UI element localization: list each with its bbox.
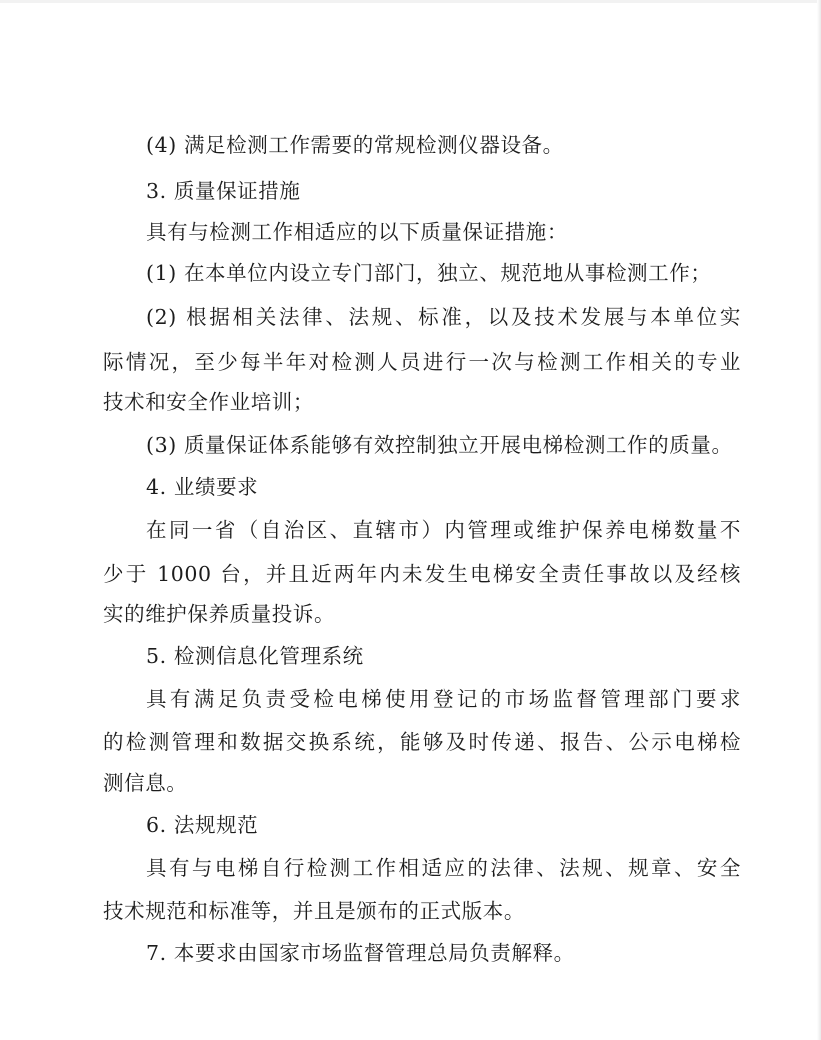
paragraph-info-system-line3: 测信息。: [103, 771, 188, 795]
section-heading-info-system: 5. 检测信息化管理系统: [146, 644, 364, 668]
paragraph-performance-line3: 实的维护保养质量投诉。: [103, 602, 336, 626]
paragraph-quality-intro: 具有与检测工作相适应的以下质量保证措施：: [146, 220, 568, 244]
list-item-3-quality-system: (3) 质量保证体系能够有效控制独立开展电梯检测工作的质量。: [146, 433, 733, 457]
paragraph-regulations-line2: 技术规范和标准等，并且是颁布的正式版本。: [103, 899, 525, 923]
page-right-edge: [817, 0, 821, 1040]
list-item-1-department: (1) 在本单位内设立专门部门，独立、规范地从事检测工作；: [146, 261, 712, 285]
section-heading-performance: 4. 业绩要求: [146, 475, 259, 499]
page-top-edge: [0, 0, 821, 3]
list-item-2-training-line3: 技术和安全作业培训；: [103, 390, 314, 414]
list-item-2-training-line1: (2) 根据相关法律、法规、标准，以及技术发展与本单位实: [146, 305, 741, 329]
paragraph-info-system-line1: 具有满足负责受检电梯使用登记的市场监督管理部门要求: [146, 687, 741, 711]
list-item-2-training-line2: 际情况，至少每半年对检测人员进行一次与检测工作相关的专业: [103, 350, 741, 374]
paragraph-performance-line2: 少于 1000 台，并且近两年内未发生电梯安全责任事故以及经核: [103, 562, 741, 586]
list-item-4-instruments: (4) 满足检测工作需要的常规检测仪器设备。: [146, 133, 564, 157]
section-heading-regulations: 6. 法规规范: [146, 813, 259, 837]
paragraph-performance-line1: 在同一省（自治区、直辖市）内管理或维护保养电梯数量不: [146, 518, 741, 542]
section-heading-quality-assurance: 3. 质量保证措施: [146, 179, 301, 203]
paragraph-info-system-line2: 的检测管理和数据交换系统，能够及时传递、报告、公示电梯检: [103, 730, 741, 754]
paragraph-regulations-line1: 具有与电梯自行检测工作相适应的法律、法规、规章、安全: [146, 856, 741, 880]
section-heading-interpretation: 7. 本要求由国家市场监督管理总局负责解释。: [146, 941, 575, 965]
